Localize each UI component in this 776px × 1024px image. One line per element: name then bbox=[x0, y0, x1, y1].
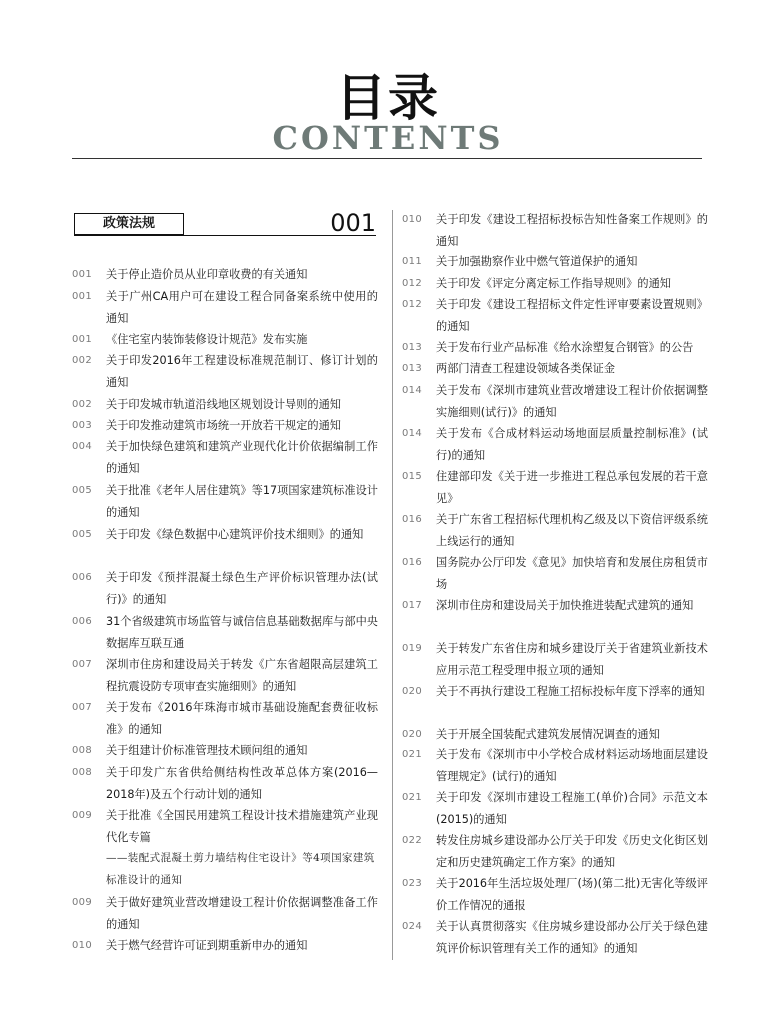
toc-page-number: 021 bbox=[402, 792, 422, 803]
toc-page-number: 017 bbox=[402, 600, 422, 611]
toc-page-number: 010 bbox=[72, 940, 92, 951]
toc-page-number: 006 bbox=[72, 616, 92, 627]
toc-title: 关于做好建筑业营改增建设工程计价依据调整准备工作的通知 bbox=[106, 896, 378, 931]
toc-title: 关于印发《评定分离定标工作指导规则》的通知 bbox=[436, 277, 671, 290]
toc-title: 《住宅室内装饰装修设计规范》发布实施 bbox=[106, 333, 308, 346]
toc-page-number: 004 bbox=[72, 441, 92, 452]
toc-title: 关于发布《2016年珠海市城市基础设施配套费征收标准》的通知 bbox=[106, 701, 378, 736]
toc-page-number: 008 bbox=[72, 767, 92, 778]
toc-page-number: 022 bbox=[402, 835, 422, 846]
toc-title: 关于批准《老年人居住建筑》等17项国家建筑标准设计的通知 bbox=[106, 484, 378, 519]
toc-title: 深圳市住房和建设局关于转发《广东省超限高层建筑工程抗震设防专项审查实施细则》的通知 bbox=[106, 658, 378, 693]
toc-page-number: 007 bbox=[72, 702, 92, 713]
toc-page-number: 012 bbox=[402, 299, 422, 310]
toc-page-number: 020 bbox=[402, 686, 422, 697]
toc-title: 关于发布《深圳市中小学校合成材料运动场地面层建设管理规定》(试行)的通知 bbox=[436, 748, 708, 783]
toc-title: 关于发布行业产品标准《给水涂塑复合钢管》的公告 bbox=[436, 341, 694, 354]
toc-page-number: 014 bbox=[402, 385, 422, 396]
toc-title: 关于发布《合成材料运动场地面层质量控制标准》(试行)的通知 bbox=[436, 427, 708, 462]
toc-title: 深圳市住房和建设局关于加快推进装配式建筑的通知 bbox=[436, 599, 694, 612]
toc-page-number: 002 bbox=[72, 355, 92, 366]
toc-page-number: 001 bbox=[72, 334, 92, 345]
toc-page-number: 019 bbox=[402, 643, 422, 654]
toc-page-number: 001 bbox=[72, 269, 92, 280]
toc-title: 关于转发广东省住房和城乡建设厅关于省建筑业新技术应用示范工程受理申报立项的通知 bbox=[436, 642, 708, 677]
toc-page-number: 011 bbox=[402, 256, 422, 267]
page-title: 目录 bbox=[336, 69, 440, 127]
toc-page-number: 014 bbox=[402, 428, 422, 439]
toc-page-number: 012 bbox=[402, 278, 422, 289]
toc-title: 关于印发《建设工程招标文件定性评审要素设置规则》的通知 bbox=[436, 298, 708, 333]
toc-title: 31个省级建筑市场监管与诚信信息基础数据库与部中央数据库互联互通 bbox=[106, 615, 378, 650]
toc-page-number: 016 bbox=[402, 514, 422, 525]
column-divider bbox=[392, 210, 393, 960]
toc-page-number: 008 bbox=[72, 745, 92, 756]
toc-title: 关于燃气经营许可证到期重新申办的通知 bbox=[106, 939, 308, 952]
toc-subtitle-note: ——装配式混凝土剪力墙结构住宅设计》等4项国家建筑标准设计的通知 bbox=[106, 852, 375, 886]
toc-page-number: 007 bbox=[72, 659, 92, 670]
toc-title: 关于印发推动建筑市场统一开放若干规定的通知 bbox=[106, 419, 341, 432]
toc-title: 关于批准《全国民用建筑工程设计技术措施建筑产业现代化专篇 bbox=[106, 809, 378, 844]
toc-title: 关于不再执行建设工程施工招标投标年度下浮率的通知 bbox=[436, 685, 705, 698]
toc-page-number: 009 bbox=[72, 897, 92, 908]
toc-title: 关于认真贯彻落实《住房城乡建设部办公厅关于绿色建筑评价标识管理有关工作的通知》的通知 bbox=[436, 920, 708, 955]
toc-title: 关于组建计价标准管理技术顾问组的通知 bbox=[106, 744, 308, 757]
toc-title: 关于发布《深圳市建筑业营改增建设工程计价依据调整实施细则(试行)》的通知 bbox=[436, 384, 708, 419]
toc-page-number: 024 bbox=[402, 921, 422, 932]
page-subtitle: CONTENTS bbox=[272, 119, 504, 157]
toc-page-number: 023 bbox=[402, 878, 422, 889]
section-label: 政策法规 bbox=[74, 213, 184, 235]
toc-page-number: 005 bbox=[72, 529, 92, 540]
toc-title: 关于广东省工程招标代理机构乙级及以下资信评级系统上线运行的通知 bbox=[436, 513, 708, 548]
toc-title: 住建部印发《关于进一步推进工程总承包发展的若干意见》 bbox=[436, 470, 708, 505]
toc-title: 关于广州CA用户可在建设工程合同备案系统中使用的通知 bbox=[106, 290, 378, 325]
toc-title: 两部门清查工程建设领域各类保证金 bbox=[436, 362, 616, 375]
toc-page-number: 020 bbox=[402, 729, 422, 740]
toc-title: 关于加强勘察作业中燃气管道保护的通知 bbox=[436, 255, 638, 268]
toc-title: 关于印发《深圳市建设工程施工(单价)合同》示范文本(2015)的通知 bbox=[436, 791, 708, 826]
toc-page-number: 001 bbox=[72, 291, 92, 302]
section-page-number: 001 bbox=[330, 209, 376, 237]
toc-title: 国务院办公厅印发《意见》加快培育和发展住房租赁市场 bbox=[436, 556, 708, 591]
toc-page-number: 003 bbox=[72, 420, 92, 431]
toc-title: 关于印发《预拌混凝土绿色生产评价标识管理办法(试行)》的通知 bbox=[106, 571, 378, 606]
toc-page-number: 010 bbox=[402, 214, 422, 225]
toc-title: 关于2016年生活垃圾处理厂(场)(第二批)无害化等级评价工作情况的通报 bbox=[436, 877, 708, 912]
toc-page-number: 013 bbox=[402, 342, 422, 353]
toc-title: 关于印发广东省供给侧结构性改革总体方案(2016—2018年)及五个行动计划的通知 bbox=[106, 766, 378, 801]
toc-page-number: 015 bbox=[402, 471, 422, 482]
section-divider bbox=[74, 235, 376, 236]
toc-page-number: 002 bbox=[72, 399, 92, 410]
toc-page-number: 009 bbox=[72, 810, 92, 821]
toc-title: 关于加快绿色建筑和建筑产业现代化计价依据编制工作的通知 bbox=[106, 440, 378, 475]
toc-title: 转发住房城乡建设部办公厅关于印发《历史文化街区划定和历史建筑确定工作方案》的通知 bbox=[436, 834, 708, 869]
toc-title: 关于印发《绿色数据中心建筑评价技术细则》的通知 bbox=[106, 528, 364, 541]
toc-page-number: 016 bbox=[402, 557, 422, 568]
toc-title: 关于停止造价员从业印章收费的有关通知 bbox=[106, 268, 308, 281]
toc-page-number: 021 bbox=[402, 749, 422, 760]
toc-title: 关于开展全国装配式建筑发展情况调查的通知 bbox=[436, 728, 660, 741]
header-divider bbox=[72, 158, 702, 159]
toc-page-number: 013 bbox=[402, 363, 422, 374]
toc-title: 关于印发2016年工程建设标准规范制订、修订计划的通知 bbox=[106, 354, 378, 389]
toc-page-number: 005 bbox=[72, 485, 92, 496]
toc-page-number: 006 bbox=[72, 572, 92, 583]
toc-title: 关于印发《建设工程招标投标告知性备案工作规则》的通知 bbox=[436, 213, 708, 248]
toc-title: 关于印发城市轨道沿线地区规划设计导则的通知 bbox=[106, 398, 341, 411]
